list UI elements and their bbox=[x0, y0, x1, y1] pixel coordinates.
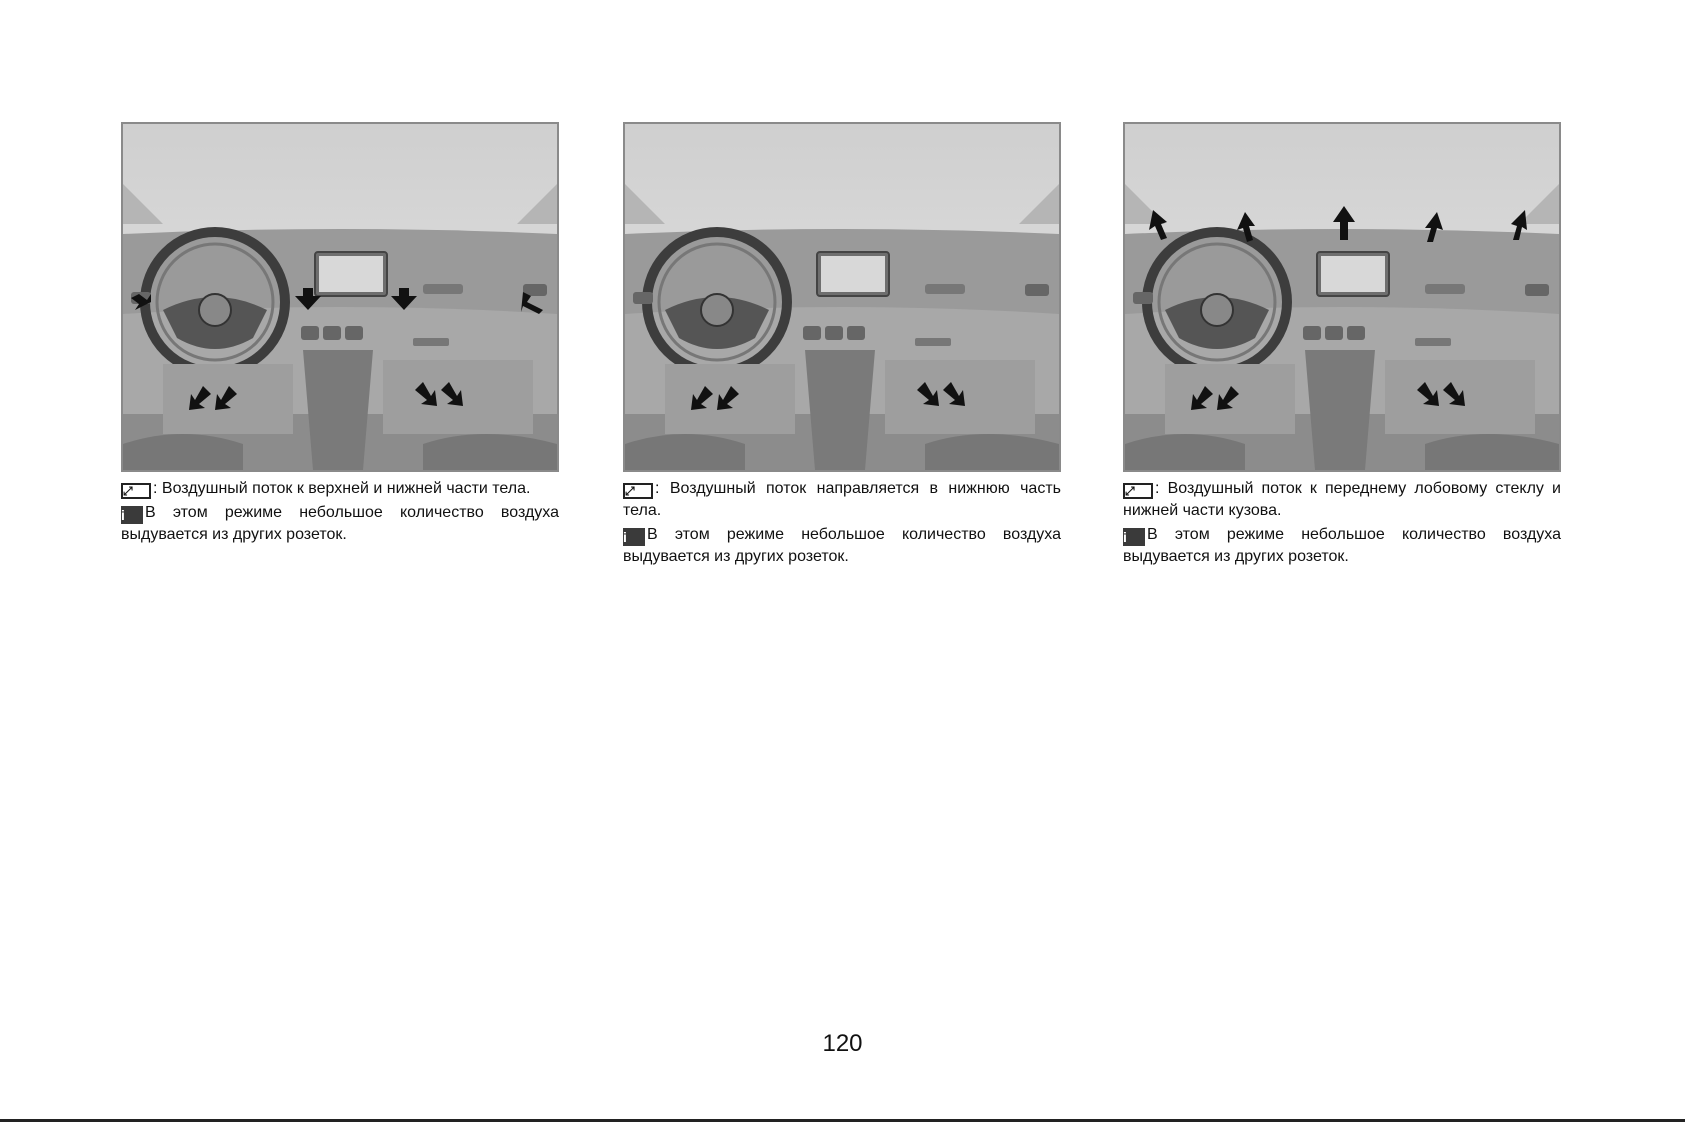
airflow-panel-feet bbox=[623, 122, 1061, 568]
caption-text: : Воздушный поток к верхней и нижней части тела. bbox=[153, 480, 531, 497]
windshield-and-feet-icon: ⤢ bbox=[1123, 483, 1153, 499]
face-and-feet-icon: ⤢ bbox=[121, 483, 151, 499]
airflow-panel-face-feet bbox=[121, 122, 559, 546]
dashboard-illustration bbox=[1123, 122, 1561, 472]
info-icon: i bbox=[1123, 528, 1145, 546]
info-icon: i bbox=[623, 528, 645, 546]
page-number: 120 bbox=[822, 1030, 863, 1057]
info-icon: i bbox=[121, 506, 143, 524]
dashboard-feet-illustration bbox=[625, 124, 1059, 470]
dashboard-face-feet-illustration bbox=[123, 124, 557, 470]
note-text: В этом режиме небольшое количество воздуха выдувается из других розеток. bbox=[121, 504, 559, 543]
feet-icon: ⤢ bbox=[623, 483, 653, 499]
note-text: В этом режиме небольшое количество воздуха выдувается из других розеток. bbox=[623, 526, 1061, 565]
caption-text: : Воздушный поток направляется в нижнюю часть тела. bbox=[623, 480, 1061, 519]
airflow-panel-windshield-feet bbox=[1123, 122, 1561, 568]
panel-caption bbox=[623, 478, 1061, 568]
caption-text: : Воздушный поток к переднему лобовому стеклу и нижней части кузова. bbox=[1123, 480, 1561, 519]
bottom-rule bbox=[0, 1119, 1685, 1122]
dashboard-illustration bbox=[623, 122, 1061, 472]
panel-caption bbox=[121, 478, 559, 546]
panel-caption bbox=[1123, 478, 1561, 568]
dashboard-illustration bbox=[121, 122, 559, 472]
dashboard-windshield-feet-illustration bbox=[1125, 124, 1559, 470]
note-text: В этом режиме небольшое количество воздуха выдувается из других розеток. bbox=[1123, 526, 1561, 565]
